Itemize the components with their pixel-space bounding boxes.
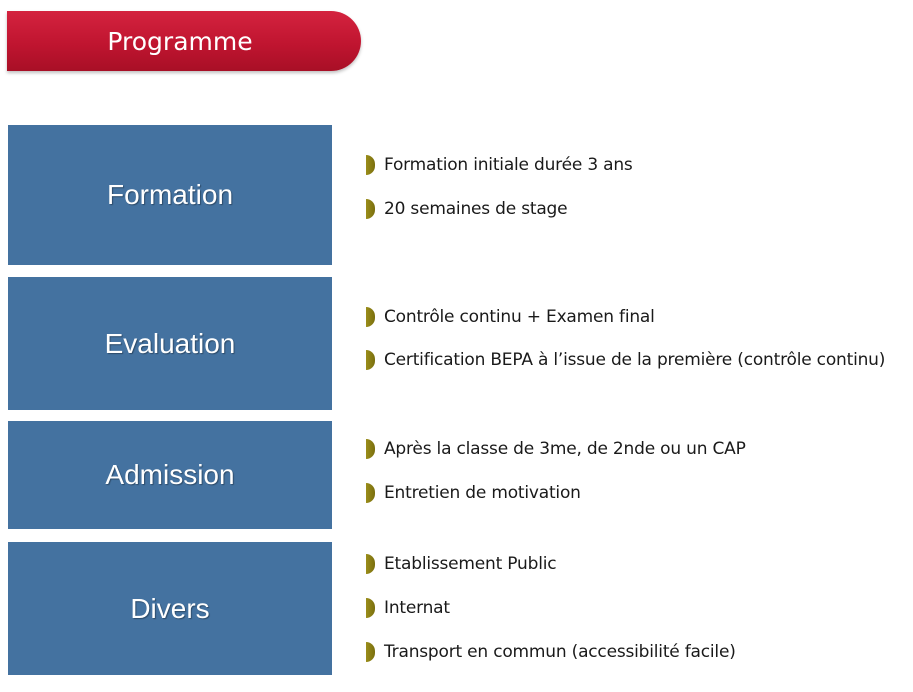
section-admission bbox=[8, 421, 332, 529]
bullet-icon bbox=[366, 598, 375, 618]
section-title-formation: Formation bbox=[106, 179, 234, 210]
bullet-icon bbox=[366, 483, 375, 503]
list-item bbox=[366, 437, 746, 461]
header-banner bbox=[7, 11, 361, 71]
list-item bbox=[366, 481, 581, 505]
list-item bbox=[366, 640, 736, 664]
section-evaluation bbox=[8, 277, 332, 410]
list-item bbox=[366, 596, 450, 620]
bullet-icon bbox=[366, 199, 375, 219]
list-item bbox=[366, 197, 567, 221]
bullet-icon bbox=[366, 642, 375, 662]
bullet-icon bbox=[366, 350, 375, 370]
bullet-icon bbox=[366, 307, 375, 327]
list-item bbox=[366, 348, 885, 372]
list-item-text: 20 semaines de stage bbox=[384, 199, 568, 219]
list-item-text: Après la classe de 3me, de 2nde ou un CAP bbox=[384, 439, 746, 459]
bullet-icon bbox=[366, 554, 375, 574]
list-item bbox=[366, 153, 633, 177]
bullet-icon bbox=[366, 439, 375, 459]
list-item-text: Contrôle continu + Examen final bbox=[384, 307, 655, 327]
list-item-text: Formation initiale durée 3 ans bbox=[384, 155, 633, 175]
list-item-text: Etablissement Public bbox=[384, 554, 557, 574]
list-item bbox=[366, 552, 556, 576]
section-formation bbox=[8, 125, 332, 265]
list-item bbox=[366, 305, 655, 329]
list-item-text: Entretien de motivation bbox=[384, 483, 581, 503]
bullet-icon bbox=[366, 155, 375, 175]
section-title-evaluation: Evaluation bbox=[104, 327, 236, 359]
section-title-divers: Divers bbox=[130, 592, 210, 624]
section-title-admission: Admission bbox=[105, 459, 235, 490]
list-item-text: Internat bbox=[384, 598, 450, 618]
list-item-text: Transport en commun (accessibilité facile) bbox=[384, 642, 736, 662]
page-title: Programme bbox=[107, 26, 253, 56]
list-item-text: Certification BEPA à l’issue de la première (contrôle continu) bbox=[384, 350, 886, 370]
section-divers bbox=[8, 542, 332, 675]
